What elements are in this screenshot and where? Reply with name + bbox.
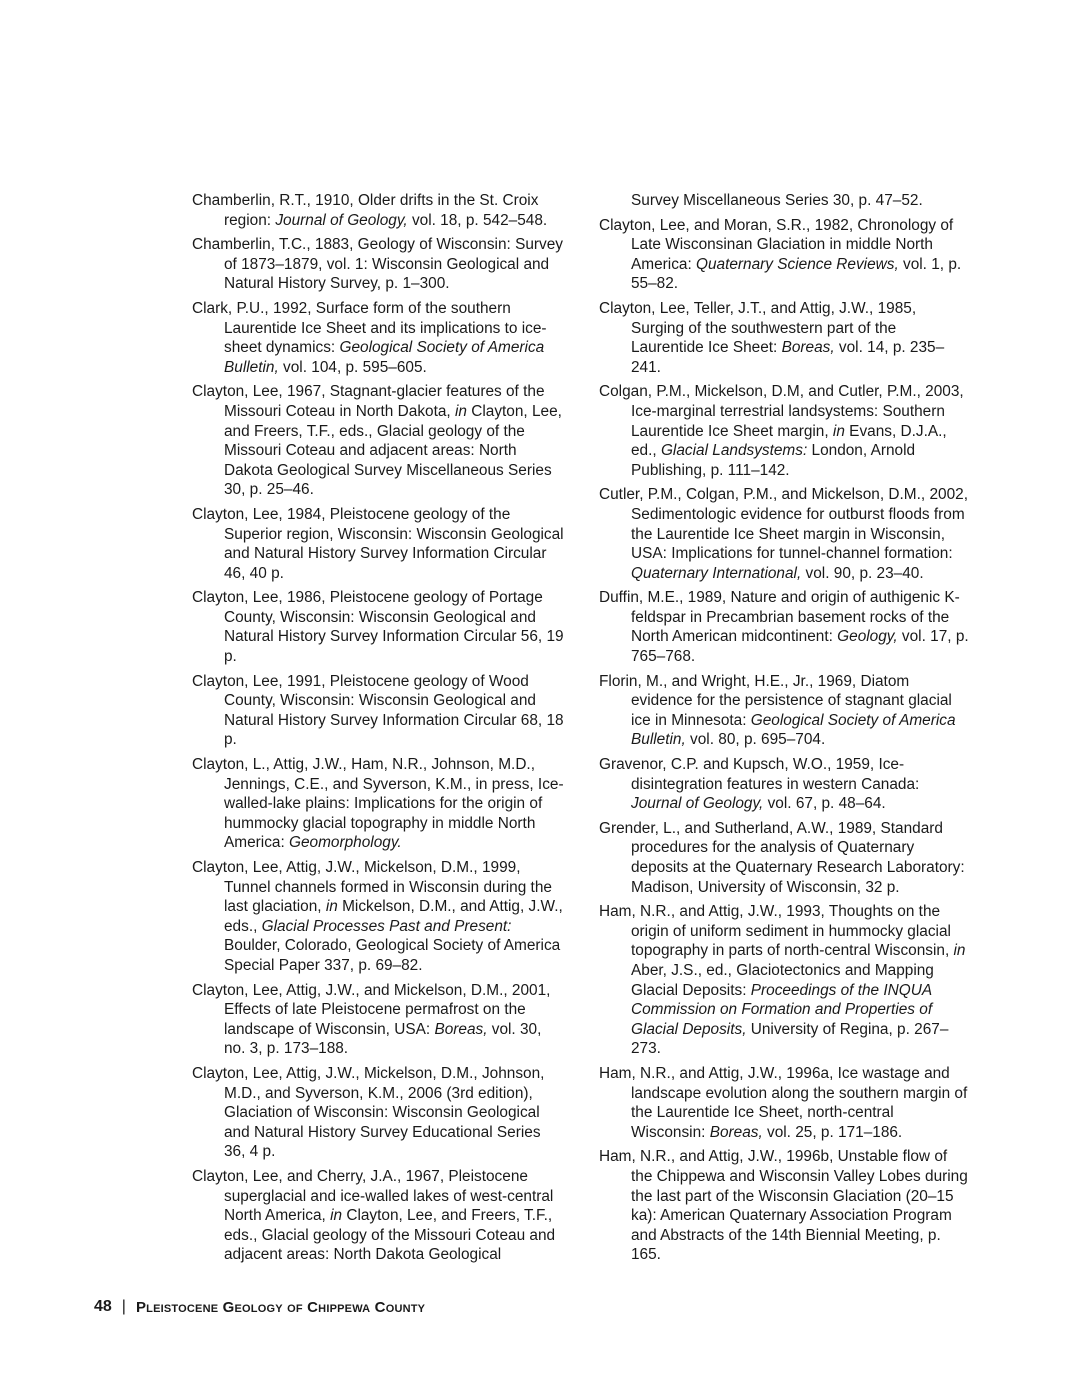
reference-text: Clayton, Lee, Teller, J.T., and Attig, J.W., 1985, Surging of the southwestern part of the Laurentide Ice Sheet: — [599, 299, 917, 357]
reference-text: Florin, M., and Wright, H.E., Jr., 1969, Diatom evidence for the persistence of stagnant glacial ice in Minnesota: — [599, 672, 952, 729]
reference-italic-text: in — [953, 942, 966, 960]
reference-text: London, Arnold Publishing, p. 111–142. — [631, 442, 916, 479]
reference-entry — [192, 299, 564, 377]
reference-text: Clayton, Lee, Attig, J.W., Mickelson, D.M., 1999, Tunnel channels formed in Wisconsin during the last glaciation, — [192, 859, 552, 916]
reference-text: Clark, P.U., 1992, Surface form of the southern Laurentide Ice Sheet and its implications to ice-sheet dynamics: — [192, 299, 547, 357]
reference-italic-text: Geological Society of America Bulletin, — [631, 711, 956, 749]
reference-italic-text: Journal of Geology, — [275, 211, 408, 229]
reference-entry — [192, 191, 564, 230]
reference-text: Clayton, L., Attig, J.W., Ham, N.R., Johnson, M.D., Jennings, C.E., and Syverson, K.M., in press, Ice-walled-lake plains: Implications for the origin of hummocky glacial topography in middle North America: — [192, 756, 564, 852]
reference-text: vol. 104, p. 595–605. — [278, 358, 427, 376]
reference-entry — [599, 191, 971, 211]
reference-entry — [192, 858, 564, 976]
reference-text: Clayton, Lee, Attig, J.W., and Mickelson, D.M., 2001, Effects of late Pleistocene permafrost on the landscape of Wisconsin, USA: — [192, 981, 551, 1038]
reference-text: Clayton, Lee, Attig, J.W., Mickelson, D.M., Johnson, M.D., and Syverson, K.M., 2006 (3rd edition), Glaciation of Wisconsin: Wisconsin Geological and Natural History Survey Educational Series 36, 4 p. — [192, 1064, 545, 1161]
reference-entry — [192, 755, 564, 853]
reference-italic-text: in — [454, 402, 467, 420]
reference-italic-text: Proceedings of the INQUA Commission on Formation and Properties of Glacial Deposits, — [631, 981, 933, 1038]
reference-italic-text: Quaternary Science Reviews, — [696, 255, 899, 273]
reference-italic-text: Glacial Landsystems: — [660, 442, 808, 460]
reference-entry — [599, 299, 971, 377]
reference-italic-text: Geology, — [837, 628, 898, 646]
reference-italic-text: Boreas, — [434, 1020, 488, 1038]
reference-entry — [599, 485, 971, 583]
reference-text: vol. 18, p. 542–548. — [407, 211, 548, 229]
reference-text: Clayton, Lee, 1986, Pleistocene geology of Portage County, Wisconsin: Wisconsin Geological and Natural History Survey Information Circular 56, 19 p. — [192, 589, 564, 666]
reference-text: Chamberlin, T.C., 1883, Geology of Wisconsin: Survey of 1873–1879, vol. 1: Wisconsin Geological and Natural History Survey, p. 1–300. — [192, 236, 563, 293]
reference-text: Evans, D.J.A., ed., — [631, 422, 947, 460]
reference-text: vol. 30, no. 3, p. 173–188. — [224, 1020, 542, 1058]
page-number: 48 — [94, 1298, 112, 1315]
reference-text: Clayton, Lee, and Freers, T.F., eds., Glacial geology of the Missouri Coteau and adjacent areas: North Dakota Geological — [224, 1207, 556, 1264]
reference-text: Clayton, Lee, 1991, Pleistocene geology of Wood County, Wisconsin: Wisconsin Geological and Natural History Survey Information Circular 68, 18 p. — [192, 672, 564, 749]
reference-text: Clayton, Lee, and Freers, T.F., eds., Glacial geology of the Missouri Coteau and adjacent areas: North Dakota Geological Survey Miscellaneous Series 30, p. 25–46. — [224, 402, 562, 499]
running-title: Pleistocene Geology of Chippewa County — [135, 1298, 426, 1316]
reference-entry — [599, 755, 971, 814]
reference-text: Clayton, Lee, and Moran, S.R., 1982, Chronology of Late Wisconsinan Glaciation in middle North America: — [599, 216, 954, 273]
reference-entry — [599, 902, 971, 1059]
reference-text: Clayton, Lee, and Cherry, J.A., 1967, Pleistocene superglacial and ice-walled lakes of west-central North America, — [192, 1167, 554, 1225]
reference-entry — [599, 588, 971, 666]
reference-text: Boulder, Colorado, Geological Society of America Special Paper 337, p. 69–82. — [224, 937, 561, 974]
reference-text: Ham, N.R., and Attig, J.W., 1996a, Ice wastage and landscape evolution along the southern margin of the Laurentide Ice Sheet, north-central Wisconsin: — [599, 1064, 968, 1141]
reference-text: Cutler, P.M., Colgan, P.M., and Mickelson, D.M., 2002, Sedimentologic evidence for outburst floods from the Laurentide Ice Sheet margin in Wisconsin, USA: Implications for tunnel-channel formation: — [599, 486, 968, 563]
reference-entry — [599, 819, 971, 897]
reference-italic-text: Geological Society of America Bulletin, — [224, 339, 545, 376]
reference-text: Gravenor, C.P. and Kupsch, W.O., 1959, Ice-disintegration features in western Canada: — [599, 756, 920, 793]
references-left-column — [192, 191, 564, 1270]
reference-text: Chamberlin, R.T., 1910, Older drifts in the St. Croix region: — [192, 192, 539, 229]
reference-text: vol. 1, p. 55–82. — [631, 255, 962, 293]
reference-italic-text: Glacial Processes Past and Present: — [261, 917, 512, 935]
reference-text: Ham, N.R., and Attig, J.W., 1993, Thoughts on the origin of uniform sediment in hummocky glacial topography in parts of north-central Wisconsin, — [599, 903, 954, 960]
reference-text: Clayton, Lee, 1984, Pleistocene geology of the Superior region, Wisconsin: Wisconsin Geological and Natural History Survey Information Circular 46, 40 p. — [192, 505, 564, 582]
reference-entry — [599, 1147, 971, 1265]
reference-text: vol. 80, p. 695–704. — [685, 731, 826, 749]
reference-text: Colgan, P.M., Mickelson, D.M, and Cutler, P.M., 2003, Ice-marginal terrestrial landsystems: Southern Laurentide Ice Sheet margin, — [599, 383, 964, 440]
reference-text: Duffin, M.E., 1989, Nature and origin of authigenic K-feldspar in Precambrian basement rocks of the North American midcontinent: — [599, 589, 960, 646]
references-right-column — [599, 191, 971, 1270]
reference-text: vol. 25, p. 171–186. — [762, 1123, 903, 1141]
reference-text: Survey Miscellaneous Series 30, p. 47–52. — [631, 192, 923, 209]
reference-text: vol. 17, p. 765–768. — [631, 628, 969, 666]
reference-text: Clayton, Lee, 1967, Stagnant-glacier features of the Missouri Coteau in North Dakota, — [192, 383, 545, 420]
reference-text: Aber, J.S., ed., Glaciotectonics and Mapping Glacial Deposits: — [631, 961, 934, 999]
reference-entry — [192, 981, 564, 1059]
reference-text: University of Regina, p. 267–273. — [631, 1020, 949, 1058]
reference-text: Mickelson, D.M., and Attig, J.W., eds., — [224, 898, 563, 935]
reference-italic-text: in — [325, 898, 338, 916]
reference-italic-text: Boreas, — [709, 1123, 763, 1141]
reference-text: Ham, N.R., and Attig, J.W., 1996b, Unstable flow of the Chippewa and Wisconsin Valley Lobes during the last part of the Wisconsin Glaciation (20–15 ka): American Quaternary Association Program and Abstracts of the 14th Biennial Meeting, p. 165. — [599, 1148, 968, 1264]
reference-text: vol. 14, p. 235–241. — [631, 339, 945, 376]
reference-entry — [192, 382, 564, 500]
reference-italic-text: Geomorphology. — [289, 834, 402, 852]
reference-entry — [599, 1064, 971, 1142]
reference-entry — [192, 1167, 564, 1265]
reference-entry — [192, 1064, 564, 1162]
reference-italic-text: Boreas, — [781, 339, 835, 357]
footer-separator: | — [121, 1298, 126, 1315]
reference-entry — [192, 588, 564, 666]
reference-italic-text: in — [832, 422, 845, 440]
reference-italic-text: in — [330, 1207, 343, 1225]
reference-entry — [599, 216, 971, 294]
reference-text: vol. 90, p. 23–40. — [801, 564, 924, 582]
page-footer — [94, 1298, 425, 1316]
reference-italic-text: Journal of Geology, — [631, 795, 764, 813]
reference-entry — [599, 382, 971, 480]
reference-text: vol. 67, p. 48–64. — [763, 795, 886, 813]
reference-italic-text: Quaternary International, — [631, 564, 802, 582]
reference-entry — [192, 505, 564, 583]
reference-entry — [192, 672, 564, 750]
reference-text: Grender, L., and Sutherland, A.W., 1989, Standard procedures for the analysis of Quaternary deposits at the Quaternary Research Laboratory: Madison, University of Wisconsin, 32 p. — [599, 819, 965, 896]
reference-entry — [599, 672, 971, 750]
reference-entry — [192, 235, 564, 294]
